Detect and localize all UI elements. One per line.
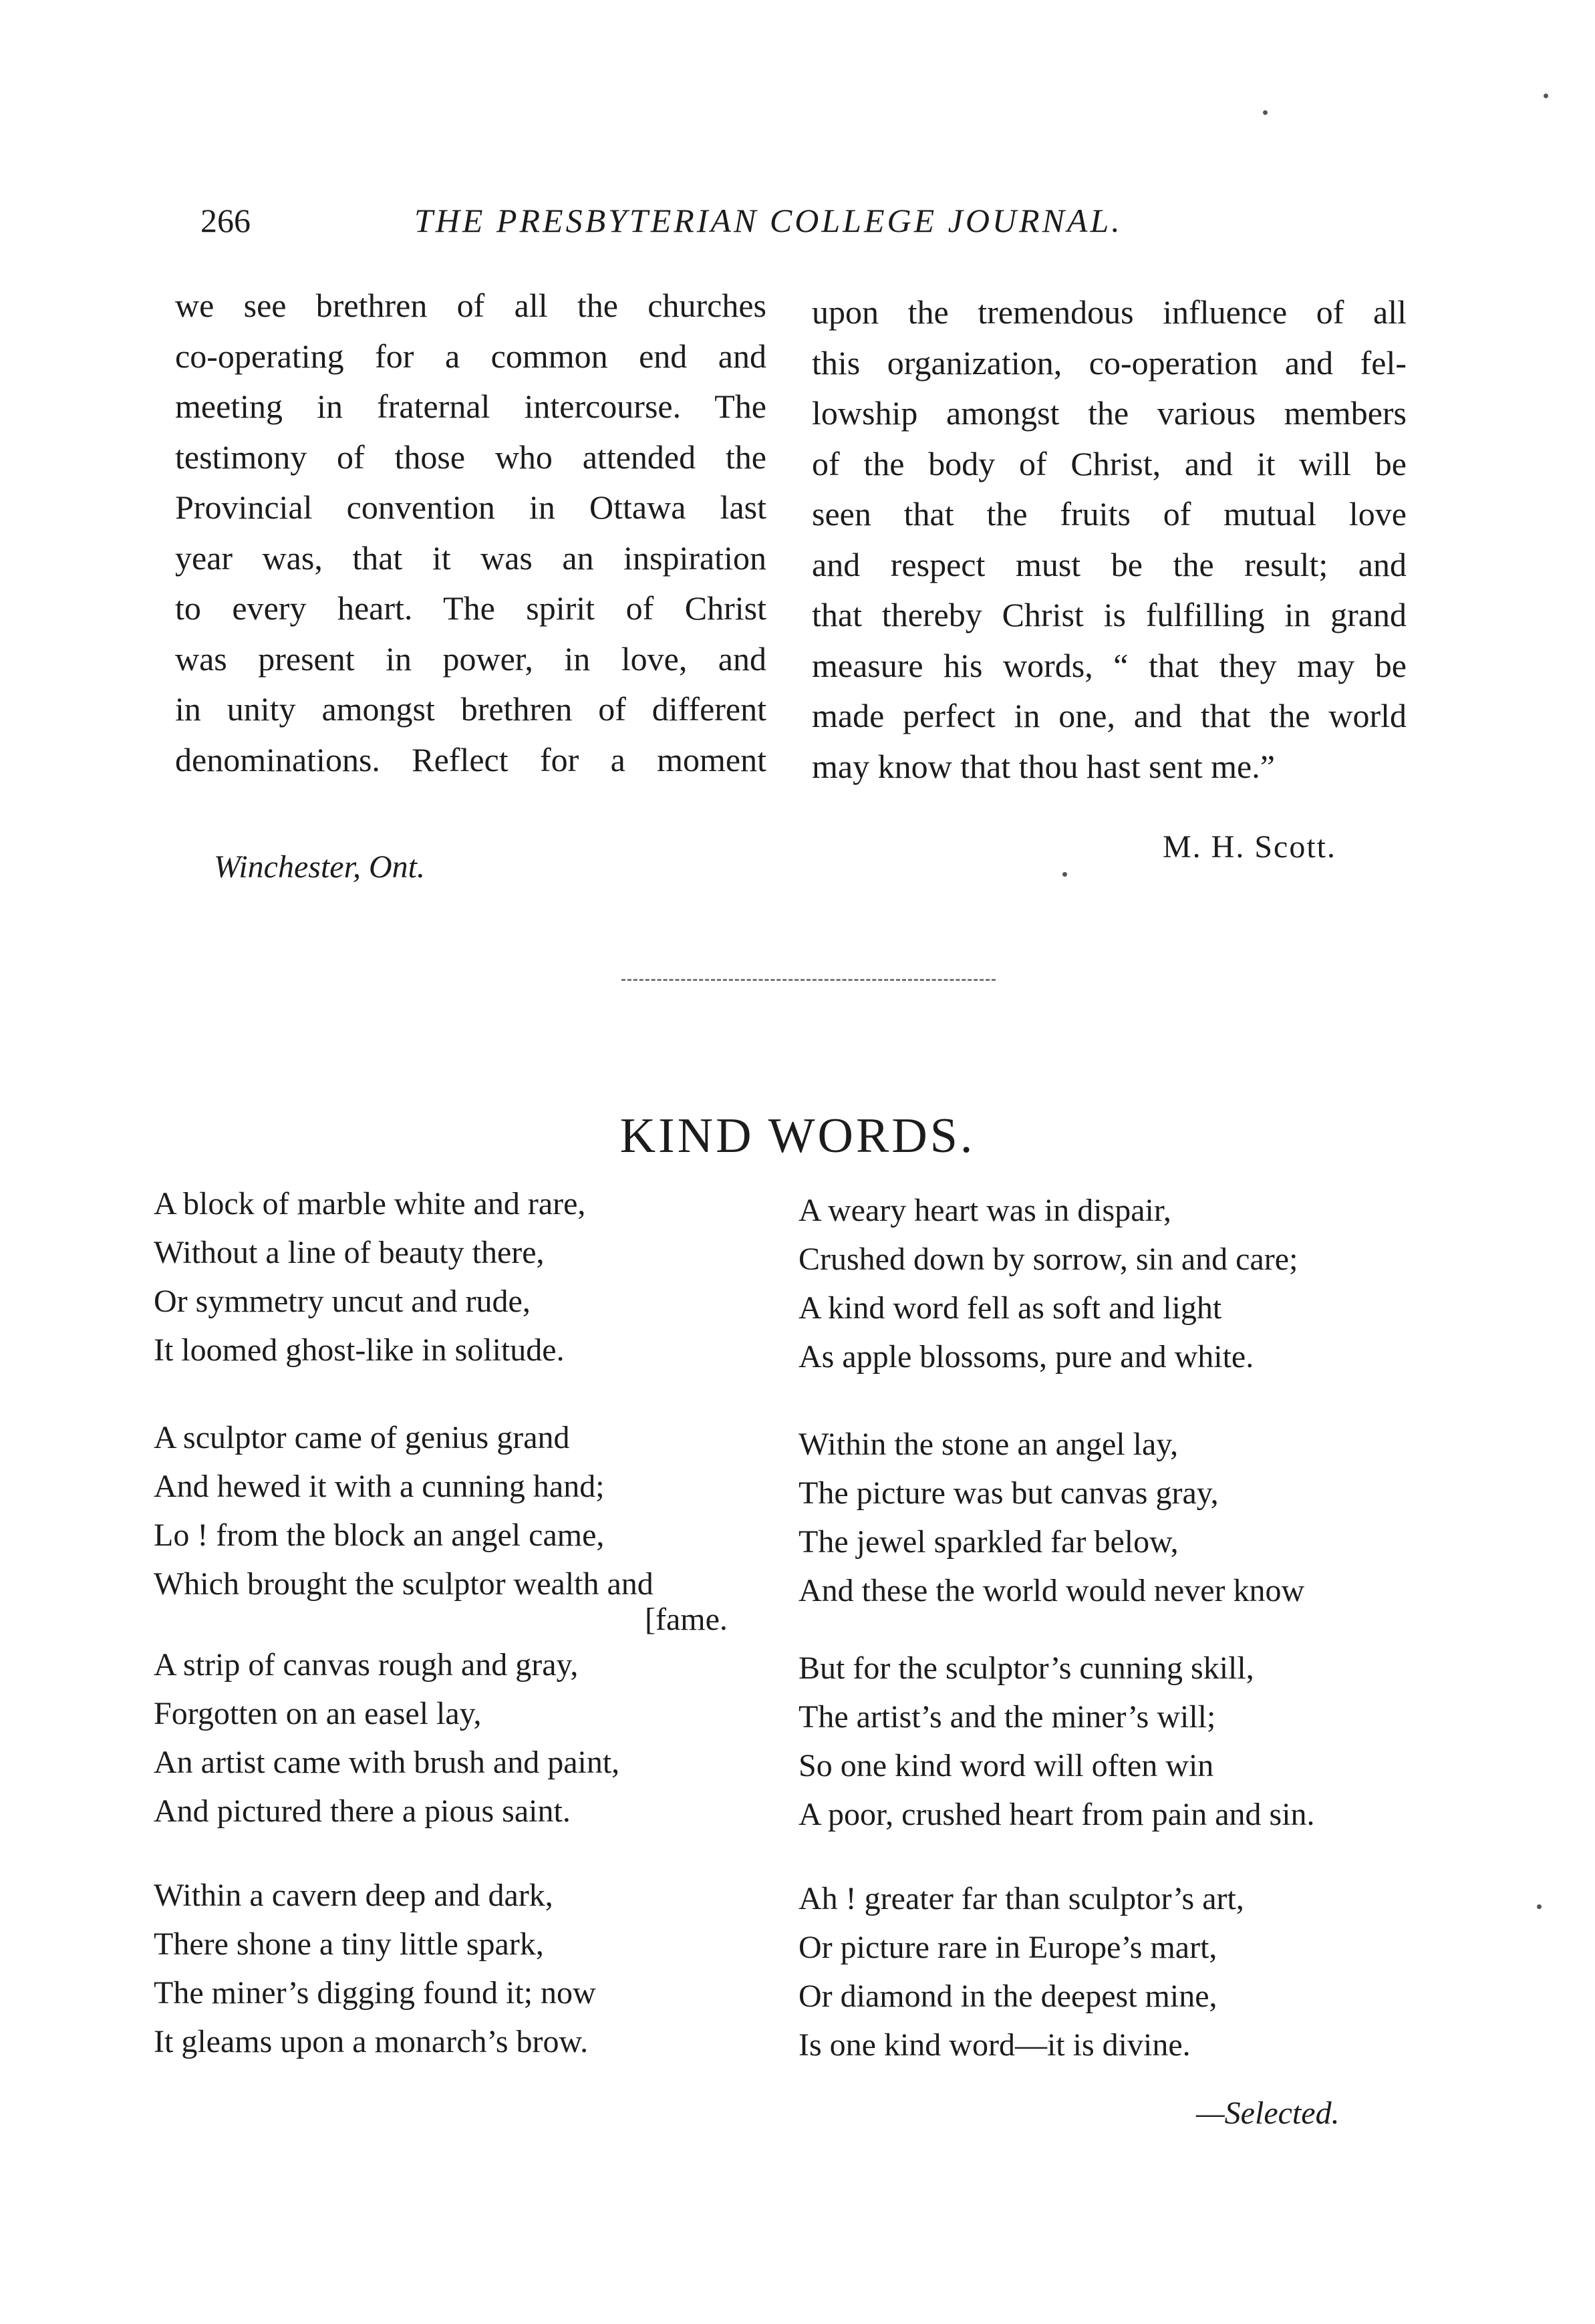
poem-line: Without a line of beauty there, (154, 1235, 545, 1270)
poem-stanza (154, 1871, 822, 2066)
poem-stanza (799, 1874, 1467, 2069)
article-line: that thereby Christ is fulfilling in grand (812, 596, 1407, 633)
poem-line: Or diamond in the deepest mine, (799, 1979, 1217, 2014)
article-line: Provincial convention in Ottawa last (175, 488, 766, 526)
scan-speck (1062, 872, 1067, 877)
poem-line: Which brought the sculptor wealth and (154, 1566, 654, 1602)
poem-stanza (799, 1420, 1467, 1615)
article-signature: M. H. Scott. (1163, 829, 1337, 865)
poem-line: So one kind word will often win (799, 1748, 1214, 1783)
article-line: upon the tremendous influence of all (812, 293, 1407, 331)
article-line: we see brethren of all the churches (175, 287, 766, 324)
poem-stanza (799, 1644, 1467, 1839)
article-line: co-operating for a common end and (175, 337, 766, 375)
scan-speck (1544, 94, 1548, 98)
poem-line: A sculptor came of genius grand (154, 1420, 570, 1455)
poem-line: A poor, crushed heart from pain and sin. (799, 1797, 1315, 1832)
poem-line: The jewel sparkled far below, (799, 1524, 1179, 1560)
poem-left-column (154, 0, 855, 2324)
article-line: was present in power, in love, and (175, 639, 766, 678)
poem-line: And hewed it with a cunning hand; (154, 1469, 605, 1504)
poem-line: Lo ! from the block an angel came, (154, 1517, 605, 1553)
poem-stanza (154, 1413, 822, 1637)
article-line: may know that thou hast sent me.” (812, 747, 1275, 785)
article-line: meeting in fraternal intercourse. The (175, 388, 766, 425)
poem-line: A strip of canvas rough and gray, (154, 1647, 579, 1683)
poem-line: A kind word fell as soft and light (799, 1290, 1222, 1326)
poem-credit: —Selected. (1196, 2095, 1340, 2131)
poem-line-continuation: [fame. (645, 1602, 728, 1637)
poem-line: Crushed down by sorrow, sin and care; (799, 1242, 1298, 1277)
article-line: year was, that it was an inspiration (175, 539, 766, 577)
article-line: this organization, co-operation and fel- (812, 343, 1407, 382)
poem-line: Forgotten on an easel lay, (154, 1696, 482, 1731)
article-line: lowship amongst the various members (812, 394, 1407, 432)
poem-line: The picture was but canvas gray, (799, 1475, 1219, 1511)
scan-speck (1263, 110, 1268, 115)
poem-stanza (154, 1179, 822, 1374)
article-line: measure his words, “ that they may be (812, 646, 1407, 684)
article-place: Winchester, Ont. (214, 849, 425, 885)
poem-line: The artist’s and the miner’s will; (799, 1699, 1216, 1735)
article-line: in unity amongst brethren of different (175, 690, 766, 728)
poem-stanza (799, 1186, 1467, 1381)
poem-line: Or picture rare in Europe’s mart, (799, 1930, 1217, 1965)
article-line: of the body of Christ, and it will be (812, 444, 1407, 482)
poem-line: Within a cavern deep and dark, (154, 1878, 553, 1913)
poem-line: Or symmetry uncut and rude, (154, 1284, 531, 1319)
article-line: to every heart. The spirit of Christ (175, 589, 766, 627)
article-line: made perfect in one, and that the world (812, 697, 1407, 734)
poem-line: The miner’s digging found it; now (154, 1975, 596, 2011)
poem-line: Is one kind word—it is divine. (799, 2027, 1191, 2063)
page-number: 266 (200, 202, 251, 239)
scan-speck (1537, 1904, 1542, 1909)
poem-line: And these the world would never know (799, 1573, 1305, 1608)
article-line: denominations. Reflect for a moment (175, 740, 766, 778)
poem-line: Ah ! greater far than sculptor’s art, (799, 1881, 1244, 1916)
poem-line: A block of marble white and rare, (154, 1186, 586, 1221)
poem-line: And pictured there a pious saint. (154, 1793, 571, 1829)
poem-line: It loomed ghost-like in solitude. (154, 1332, 565, 1368)
poem-line: As apple blossoms, pure and white. (799, 1339, 1254, 1374)
poem-line: It gleams upon a monarch’s brow. (154, 2024, 589, 2059)
poem-line: An artist came with brush and paint, (154, 1745, 620, 1780)
poem-right-column (799, 0, 1534, 2324)
article-line: and respect must be the result; and (812, 545, 1407, 583)
article-line: seen that the fruits of mutual love (812, 495, 1407, 533)
poem-line: A weary heart was in dispair, (799, 1193, 1171, 1228)
article-line: testimony of those who attended the (175, 438, 766, 476)
poem-line: But for the sculptor’s cunning skill, (799, 1650, 1254, 1686)
poem-stanza (154, 1640, 822, 1836)
journal-title: THE PRESBYTERIAN COLLEGE JOURNAL. (414, 202, 1123, 239)
poem-line: Within the stone an angel lay, (799, 1427, 1179, 1462)
poem-line: There shone a tiny little spark, (154, 1926, 544, 1962)
poem-title: KIND WORDS. (619, 1109, 976, 1163)
